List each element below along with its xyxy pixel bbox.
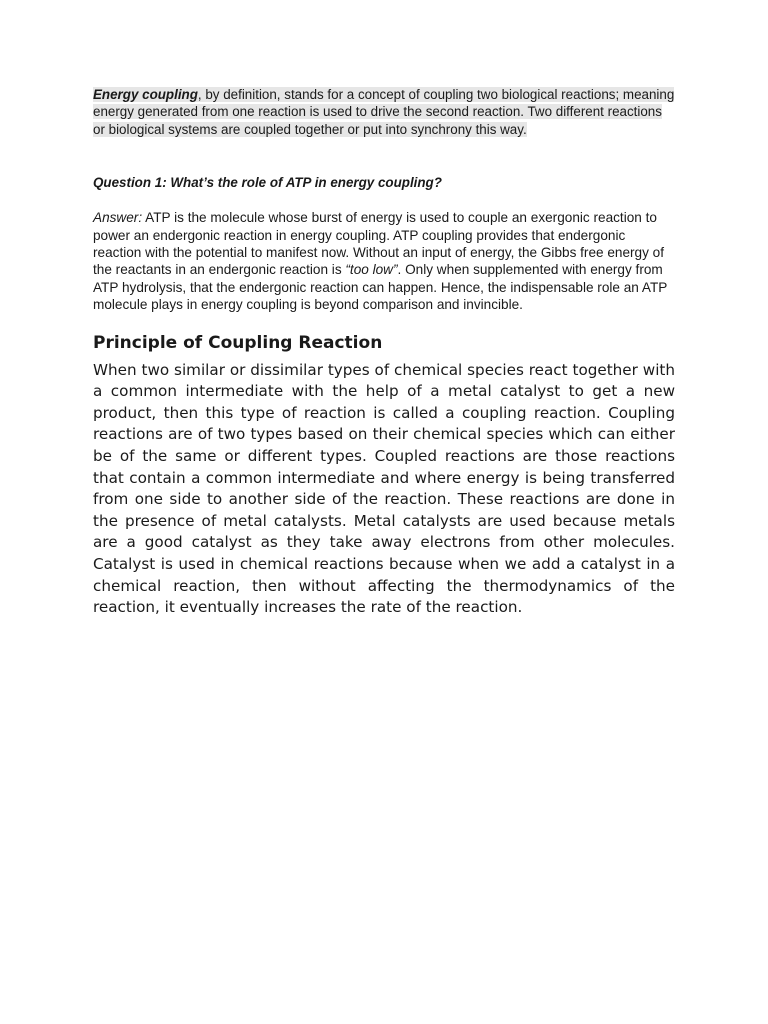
answer-paragraph [93,209,675,313]
answer-text-part2: . Only when supplemented with energy from ATP hydrolysis, that the endergonic reaction can happen. Hence, the indispensable role an ATP molecule plays in energy coupling is beyond comparison and invincible. [93,262,668,313]
answer-text-part1: ATP is the molecule whose burst of energy is used to couple an exergonic reaction to power an endergonic reaction in energy coupling. ATP coupling provides that endergonic reaction with the potential to manifest now. Without an input of energy, the Gibbs free energy of the reactants in an endergonic reaction is [93,210,665,278]
answer-label: Answer: [93,210,143,226]
intro-highlight [93,87,674,137]
intro-text: , by definition, stands for a concept of coupling two biological reactions; meaning energy generated from one reaction is used to drive the second reaction. Two different reactions or biological systems are coupled together or put into synchrony this way. [93,87,675,137]
section-heading: Principle of Coupling Reaction [93,332,383,353]
question-heading: Question 1: What’s the role of ATP in energy coupling? [93,175,442,191]
intro-term: Energy coupling [93,87,198,102]
section-body: When two similar or dissimilar types of chemical species react together with a common intermediate with the help of a metal catalyst to get a new product, then this type of reaction is called a coupling reaction. Coupling reactions are of two types based on their chemical species which can either be of the same or different types. Coupled reactions are those reactions that contain a common intermediate and where energy is being transferred from one side to another side of the reaction. These reactions are done in the presence of metal catalysts. Metal catalysts are used because metals are a good catalyst as they take away electrons from other molecules. Catalyst is used in chemical reactions because when we add a catalyst in a chemical reaction, then without affecting the thermodynamics of the reaction, it eventually increases the rate of the reaction. [93,360,675,617]
intro-paragraph [93,86,675,138]
answer-quote: “too low” [345,262,398,278]
document-page [93,86,675,619]
